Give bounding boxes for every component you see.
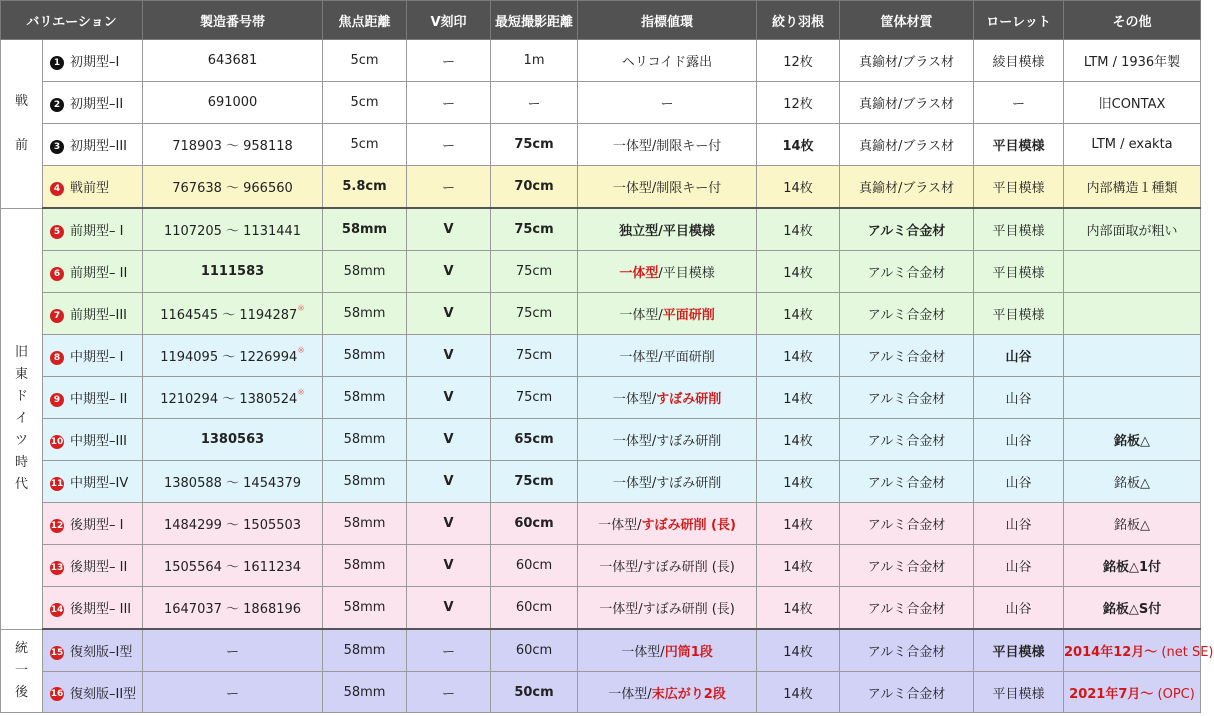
era-east-germany: 旧東ドイツ時代 <box>1 208 43 629</box>
header-body-material: 筐体材質 <box>840 1 974 40</box>
knurl-cell: 平目模様 <box>974 166 1064 209</box>
blades-cell: 14枚 <box>757 166 840 209</box>
serial-cell: 1380563 <box>143 419 323 461</box>
focal-cell: 58mm <box>323 629 407 672</box>
table-row <box>1 503 1201 545</box>
v-mark-cell: ー <box>407 82 491 124</box>
variation-name: 1 初期型–I <box>43 40 143 82</box>
min-distance-cell: 60cm <box>491 545 578 587</box>
table-row <box>1 629 1201 672</box>
row-number-badge: 14 <box>50 604 64 615</box>
other-cell: 銘板△1付 <box>1064 545 1201 587</box>
v-mark-cell: V <box>407 208 491 251</box>
variation-name: 5 前期型– I <box>43 208 143 251</box>
other-cell: 銘板△ <box>1064 461 1201 503</box>
other-cell: 2021年7月〜 (OPC) <box>1064 672 1201 713</box>
body-material-cell: アルミ合金材 <box>840 461 974 503</box>
focal-cell: 5cm <box>323 40 407 82</box>
body-material-cell: アルミ合金材 <box>840 503 974 545</box>
index-ring-cell: 一体型/すぼみ研削 (長) <box>578 587 757 630</box>
header-serial: 製造番号帯 <box>143 1 323 40</box>
note-mark: ※ <box>297 388 305 398</box>
blades-cell: 14枚 <box>757 124 840 166</box>
blades-cell: 12枚 <box>757 82 840 124</box>
body-material-cell: 真鍮材/ブラス材 <box>840 124 974 166</box>
blades-cell: 14枚 <box>757 461 840 503</box>
header-variation: バリエーション <box>1 1 143 40</box>
row-number-badge: 6 <box>50 267 64 281</box>
other-cell: 2014年12月〜 (net SE) <box>1064 629 1201 672</box>
row-number-badge: 7 <box>50 309 64 323</box>
table-row <box>1 208 1201 251</box>
other-cell: 銘板△S付 <box>1064 587 1201 630</box>
blades-cell: 14枚 <box>757 335 840 377</box>
index-ring-cell: 独立型/平目模様 <box>578 208 757 251</box>
v-mark-cell: V <box>407 251 491 293</box>
table-row <box>1 124 1201 166</box>
row-number-badge: 2 <box>50 98 64 112</box>
min-distance-cell: 65cm <box>491 419 578 461</box>
focal-cell: 58mm <box>323 419 407 461</box>
header-min-distance: 最短撮影距離 <box>491 1 578 40</box>
knurl-cell: 山谷 <box>974 545 1064 587</box>
other-cell <box>1064 251 1201 293</box>
era-prewar: 戦 前 <box>1 40 43 209</box>
blades-cell: 14枚 <box>757 293 840 335</box>
body-material-cell: アルミ合金材 <box>840 251 974 293</box>
index-ring-cell: 一体型/制限キー付 <box>578 124 757 166</box>
blades-cell: 14枚 <box>757 587 840 630</box>
knurl-cell: ー <box>974 82 1064 124</box>
note-mark: ※ <box>297 304 305 314</box>
variation-name: 8 中期型– I <box>43 335 143 377</box>
table-row <box>1 166 1201 209</box>
index-ring-cell: 一体型/すぼみ研削 (長) <box>578 545 757 587</box>
min-distance-cell: 60cm <box>491 587 578 630</box>
variation-name: 9 中期型– II <box>43 377 143 419</box>
header-other: その他 <box>1064 1 1201 40</box>
min-distance-cell: 75cm <box>491 124 578 166</box>
min-distance-cell: 50cm <box>491 672 578 713</box>
v-mark-cell: ー <box>407 166 491 209</box>
knurl-cell: 山谷 <box>974 335 1064 377</box>
focal-cell: 5cm <box>323 124 407 166</box>
variation-name: 3 初期型–III <box>43 124 143 166</box>
index-ring-cell: ー <box>578 82 757 124</box>
blades-cell: 14枚 <box>757 503 840 545</box>
variation-name: 10 中期型–III <box>43 419 143 461</box>
table-row <box>1 335 1201 377</box>
focal-cell: 58mm <box>323 587 407 630</box>
knurl-cell: 山谷 <box>974 419 1064 461</box>
other-cell: 内部構造１種類 <box>1064 166 1201 209</box>
variation-name: 16 復刻版–II型 <box>43 672 143 713</box>
index-ring-cell: 一体型/平面研削 <box>578 335 757 377</box>
table-row <box>1 545 1201 587</box>
focal-cell: 58mm <box>323 251 407 293</box>
row-number-badge: 9 <box>50 393 64 407</box>
body-material-cell: アルミ合金材 <box>840 293 974 335</box>
variation-name: 15 復刻版–I型 <box>43 629 143 672</box>
body-material-cell: 真鍮材/ブラス材 <box>840 82 974 124</box>
header-focal: 焦点距離 <box>323 1 407 40</box>
other-cell: 銘板△ <box>1064 503 1201 545</box>
v-mark-cell: V <box>407 587 491 630</box>
variation-name: 13 後期型– II <box>43 545 143 587</box>
knurl-cell: 平目模様 <box>974 293 1064 335</box>
index-ring-cell: 一体型/制限キー付 <box>578 166 757 209</box>
other-cell: 内部面取が粗い <box>1064 208 1201 251</box>
variation-name: 12 後期型– I <box>43 503 143 545</box>
min-distance-cell: 75cm <box>491 335 578 377</box>
other-cell <box>1064 377 1201 419</box>
blades-cell: 14枚 <box>757 208 840 251</box>
focal-cell: 5cm <box>323 82 407 124</box>
knurl-cell: 平目模様 <box>974 672 1064 713</box>
table-row <box>1 40 1201 82</box>
table-row <box>1 82 1201 124</box>
serial-cell: ー <box>143 672 323 713</box>
v-mark-cell: ー <box>407 672 491 713</box>
focal-cell: 58mm <box>323 672 407 713</box>
blades-cell: 12枚 <box>757 40 840 82</box>
min-distance-cell: 1m <box>491 40 578 82</box>
knurl-cell: 平目模様 <box>974 208 1064 251</box>
knurl-cell: 綾目模様 <box>974 40 1064 82</box>
v-mark-cell: V <box>407 419 491 461</box>
focal-cell: 58mm <box>323 335 407 377</box>
knurl-cell: 山谷 <box>974 503 1064 545</box>
table-row <box>1 251 1201 293</box>
body-material-cell: アルミ合金材 <box>840 377 974 419</box>
min-distance-cell: 60cm <box>491 503 578 545</box>
table-row <box>1 377 1201 419</box>
body-material-cell: 真鍮材/ブラス材 <box>840 40 974 82</box>
min-distance-cell: ー <box>491 82 578 124</box>
serial-cell: 718903 〜 958118 <box>143 124 323 166</box>
row-number-badge: 4 <box>50 182 64 196</box>
v-mark-cell: ー <box>407 40 491 82</box>
header-row <box>1 1 1201 40</box>
row-number-badge: 15 <box>50 647 64 658</box>
row-number-badge: 12 <box>50 520 64 531</box>
serial-cell: 1484299 〜 1505503 <box>143 503 323 545</box>
header-knurl: ローレット <box>974 1 1064 40</box>
index-ring-cell: ヘリコイド露出 <box>578 40 757 82</box>
min-distance-cell: 75cm <box>491 293 578 335</box>
knurl-cell: 平目模様 <box>974 124 1064 166</box>
row-number-badge: 11 <box>50 478 64 489</box>
row-number-badge: 16 <box>50 689 64 699</box>
serial-cell: 1194095 〜 1226994※ <box>143 335 323 377</box>
note-mark: ※ <box>297 346 305 356</box>
min-distance-cell: 60cm <box>491 629 578 672</box>
body-material-cell: アルミ合金材 <box>840 629 974 672</box>
other-cell: LTM / 1936年製 <box>1064 40 1201 82</box>
row-number-badge: 13 <box>50 562 64 573</box>
serial-cell: 1107205 〜 1131441 <box>143 208 323 251</box>
blades-cell: 14枚 <box>757 629 840 672</box>
min-distance-cell: 70cm <box>491 166 578 209</box>
body-material-cell: アルミ合金材 <box>840 419 974 461</box>
v-mark-cell: V <box>407 503 491 545</box>
table-row <box>1 672 1201 713</box>
knurl-cell: 山谷 <box>974 461 1064 503</box>
serial-cell: 1111583 <box>143 251 323 293</box>
blades-cell: 14枚 <box>757 419 840 461</box>
serial-cell: 1164545 〜 1194287※ <box>143 293 323 335</box>
body-material-cell: アルミ合金材 <box>840 208 974 251</box>
table-row <box>1 419 1201 461</box>
row-number-badge: 8 <box>50 351 64 365</box>
index-ring-cell: 一体型/すぼみ研削 <box>578 377 757 419</box>
row-number-badge: 1 <box>50 56 64 70</box>
v-mark-cell: V <box>407 335 491 377</box>
other-cell: 銘板△ <box>1064 419 1201 461</box>
body-material-cell: アルミ合金材 <box>840 587 974 630</box>
knurl-cell: 山谷 <box>974 587 1064 630</box>
body-material-cell: アルミ合金材 <box>840 672 974 713</box>
variation-name: 4 戦前型 <box>43 166 143 209</box>
serial-cell: 1380588 〜 1454379 <box>143 461 323 503</box>
focal-cell: 58mm <box>323 293 407 335</box>
v-mark-cell: V <box>407 461 491 503</box>
focal-cell: 58mm <box>323 503 407 545</box>
serial-cell: 643681 <box>143 40 323 82</box>
index-ring-cell: 一体型/円筒1段 <box>578 629 757 672</box>
focal-cell: 58mm <box>323 545 407 587</box>
serial-cell: 767638 〜 966560 <box>143 166 323 209</box>
v-mark-cell: V <box>407 293 491 335</box>
serial-cell: 1505564 〜 1611234 <box>143 545 323 587</box>
v-mark-cell: V <box>407 377 491 419</box>
body-material-cell: アルミ合金材 <box>840 335 974 377</box>
focal-cell: 58mm <box>323 461 407 503</box>
index-ring-cell: 一体型/すぼみ研削 <box>578 419 757 461</box>
other-cell <box>1064 335 1201 377</box>
index-ring-cell: 一体型/すぼみ研削 <box>578 461 757 503</box>
v-mark-cell: ー <box>407 124 491 166</box>
index-ring-cell: 一体型/すぼみ研削 (長) <box>578 503 757 545</box>
body-material-cell: アルミ合金材 <box>840 545 974 587</box>
index-ring-cell: 一体型/末広がり2段 <box>578 672 757 713</box>
other-cell <box>1064 293 1201 335</box>
table-row <box>1 587 1201 630</box>
other-cell: 旧CONTAX <box>1064 82 1201 124</box>
row-number-badge: 3 <box>50 140 64 154</box>
header-blades: 絞り羽根 <box>757 1 840 40</box>
index-ring-cell: 一体型/平目模様 <box>578 251 757 293</box>
variation-name: 7 前期型–III <box>43 293 143 335</box>
v-mark-cell: ー <box>407 629 491 672</box>
index-ring-cell: 一体型/平面研削 <box>578 293 757 335</box>
variation-name: 6 前期型– II <box>43 251 143 293</box>
serial-cell: 691000 <box>143 82 323 124</box>
variation-name: 2 初期型–II <box>43 82 143 124</box>
min-distance-cell: 75cm <box>491 461 578 503</box>
era-reunification: 統一後 <box>1 629 43 713</box>
blades-cell: 14枚 <box>757 251 840 293</box>
blades-cell: 14枚 <box>757 545 840 587</box>
focal-cell: 5.8cm <box>323 166 407 209</box>
serial-cell: ー <box>143 629 323 672</box>
blades-cell: 14枚 <box>757 672 840 713</box>
min-distance-cell: 75cm <box>491 251 578 293</box>
row-number-badge: 5 <box>50 225 64 239</box>
serial-cell: 1210294 〜 1380524※ <box>143 377 323 419</box>
variation-name: 11 中期型–IV <box>43 461 143 503</box>
min-distance-cell: 75cm <box>491 377 578 419</box>
focal-cell: 58mm <box>323 377 407 419</box>
serial-cell: 1647037 〜 1868196 <box>143 587 323 630</box>
knurl-cell: 山谷 <box>974 377 1064 419</box>
header-v-mark: V刻印 <box>407 1 491 40</box>
table-row <box>1 293 1201 335</box>
min-distance-cell: 75cm <box>491 208 578 251</box>
knurl-cell: 平目模様 <box>974 251 1064 293</box>
focal-cell: 58mm <box>323 208 407 251</box>
header-index-ring: 指標値環 <box>578 1 757 40</box>
knurl-cell: 平目模様 <box>974 629 1064 672</box>
v-mark-cell: V <box>407 545 491 587</box>
table-row <box>1 461 1201 503</box>
other-cell: LTM / exakta <box>1064 124 1201 166</box>
blades-cell: 14枚 <box>757 377 840 419</box>
row-number-badge: 10 <box>50 436 64 447</box>
body-material-cell: 真鍮材/ブラス材 <box>840 166 974 209</box>
variation-name: 14 後期型– III <box>43 587 143 630</box>
